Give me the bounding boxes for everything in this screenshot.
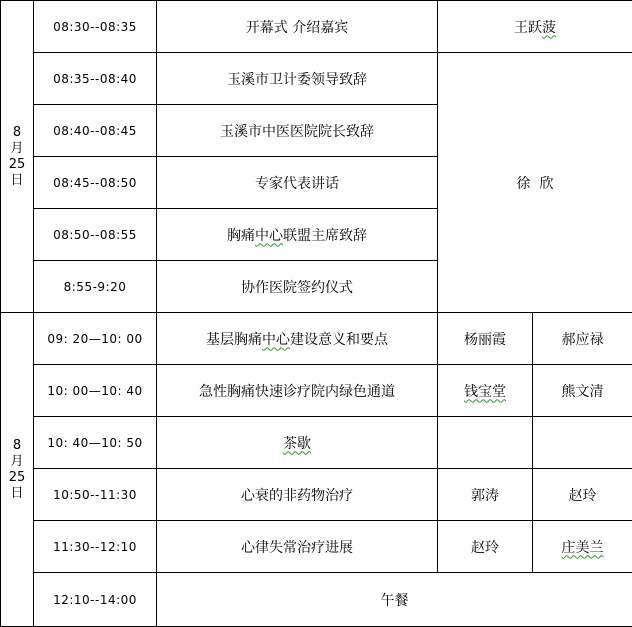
chair-cell: 赵玲 — [533, 469, 632, 521]
time-cell: 8:55-9:20 — [34, 261, 157, 313]
topic-cell: 茶歇 — [157, 417, 438, 469]
topic-cell: 心律失常治疗进展 — [157, 521, 438, 573]
time-cell: 10:50--11:30 — [34, 469, 157, 521]
time-cell: 08:50--08:55 — [34, 209, 157, 261]
time-cell: 08:35--08:40 — [34, 53, 157, 105]
schedule-row — [1, 573, 632, 627]
chair-cell — [533, 417, 632, 469]
chair-cell: 郝应禄 — [533, 313, 632, 365]
topic-cell: 玉溪市卫计委领导致辞 — [157, 53, 438, 105]
topic-cell: 胸痛中心联盟主席致辞 — [157, 209, 438, 261]
schedule-row — [1, 469, 632, 521]
topic-cell: 基层胸痛中心建设意义和要点 — [157, 313, 438, 365]
speaker-cell — [438, 417, 533, 469]
chair-cell: 熊文清 — [533, 365, 632, 417]
moderator-cell: 徐 欣 — [438, 53, 632, 313]
time-cell: 12:10--14:00 — [34, 573, 157, 627]
time-cell: 10: 00—10: 40 — [34, 365, 157, 417]
topic-cell: 心衰的非药物治疗 — [157, 469, 438, 521]
schedule-row — [1, 53, 632, 105]
time-cell: 08:45--08:50 — [34, 157, 157, 209]
topic-cell: 协作医院签约仪式 — [157, 261, 438, 313]
topic-cell: 专家代表讲话 — [157, 157, 438, 209]
speaker-cell: 钱宝堂 — [438, 365, 533, 417]
day-cell: 8 月 25 日 — [1, 313, 34, 627]
speaker-cell: 赵玲 — [438, 521, 533, 573]
chair-cell: 庄美兰 — [533, 521, 632, 573]
topic-cell: 开幕式 介绍嘉宾 — [157, 1, 438, 53]
time-cell: 08:30--08:35 — [34, 1, 157, 53]
topic-cell: 午餐 — [157, 573, 632, 627]
time-cell: 08:40--08:45 — [34, 105, 157, 157]
host-cell: 王跃菠 — [438, 1, 632, 53]
time-cell: 09: 20—10: 00 — [34, 313, 157, 365]
day-cell: 8 月 25 日 — [1, 1, 34, 313]
schedule-row — [1, 365, 632, 417]
time-cell: 10: 40—10: 50 — [34, 417, 157, 469]
speaker-cell: 郭涛 — [438, 469, 533, 521]
schedule-row — [1, 521, 632, 573]
schedule-row — [1, 1, 632, 53]
schedule-row — [1, 417, 632, 469]
topic-cell: 急性胸痛快速诊疗院内绿色通道 — [157, 365, 438, 417]
time-cell: 11:30--12:10 — [34, 521, 157, 573]
speaker-cell: 杨丽霞 — [438, 313, 533, 365]
schedule-row — [1, 313, 632, 365]
topic-cell: 玉溪市中医医院院长致辞 — [157, 105, 438, 157]
